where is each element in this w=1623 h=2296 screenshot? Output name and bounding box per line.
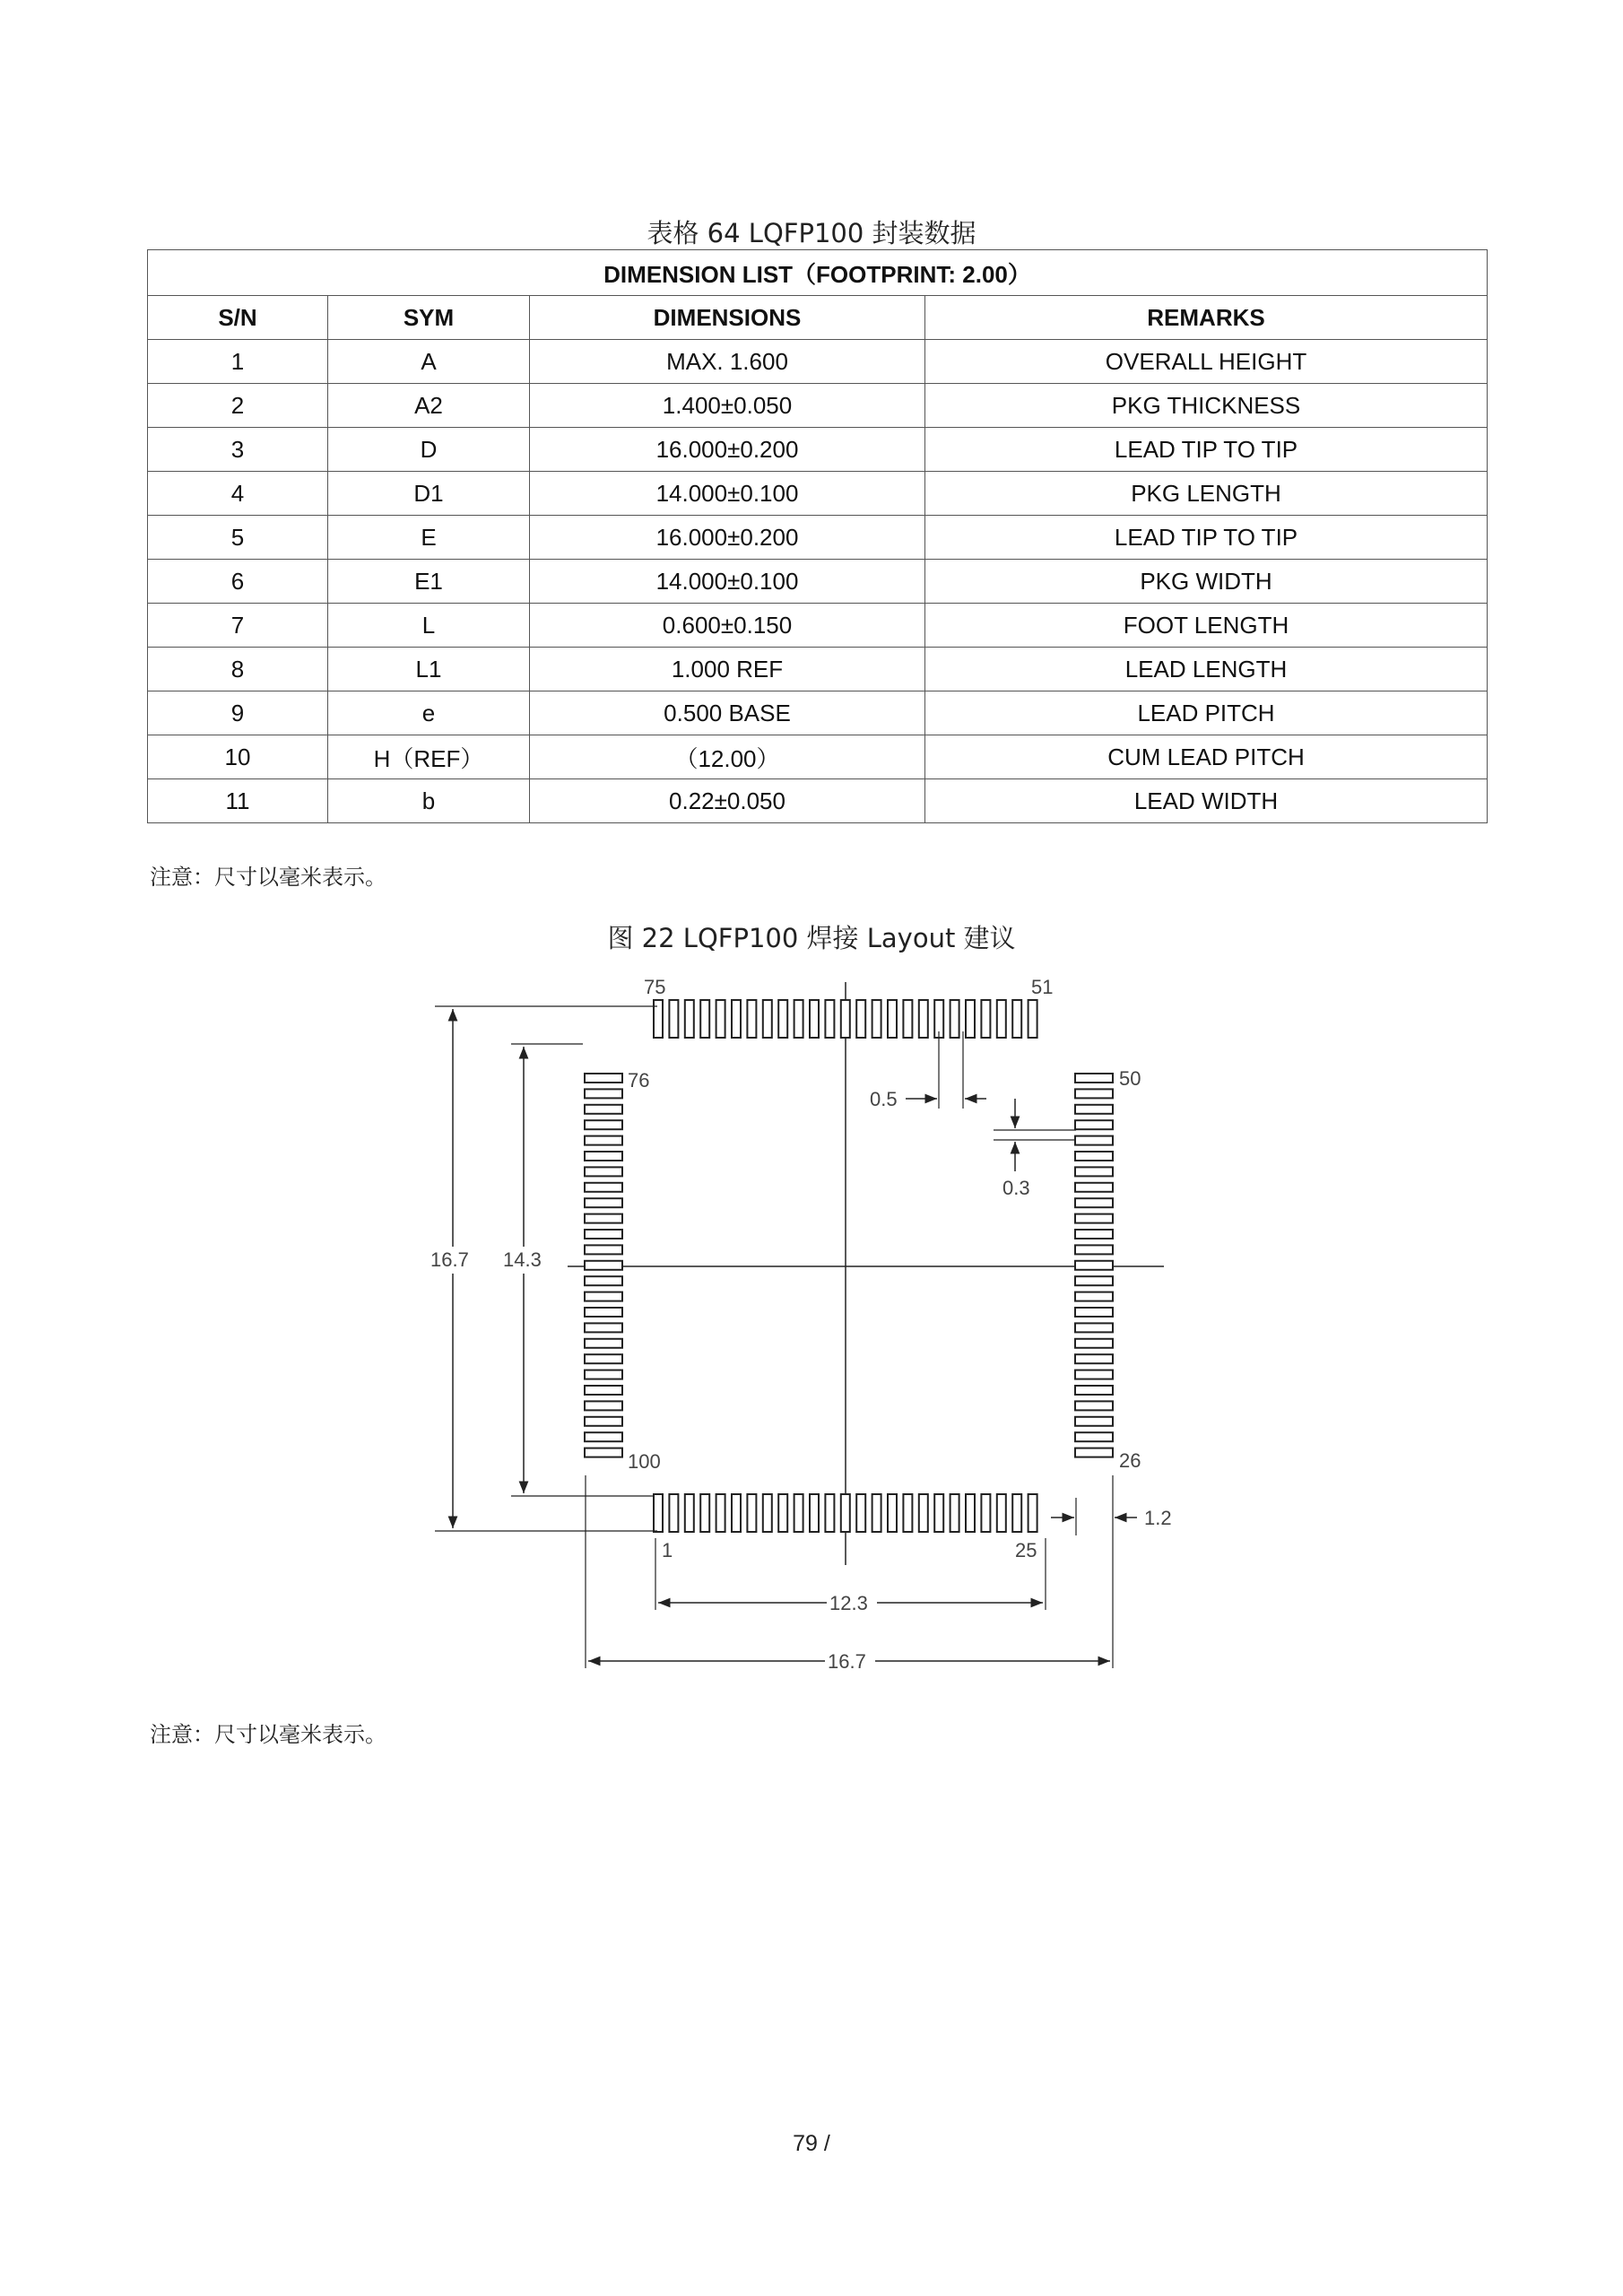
cell-sym: D1: [328, 472, 530, 516]
pad: [981, 1494, 990, 1532]
dim-row-span: 12.3: [829, 1592, 868, 1614]
pad: [919, 1000, 928, 1038]
pad: [585, 1354, 622, 1363]
pad: [585, 1276, 622, 1285]
table-row: [148, 384, 1488, 428]
pad: [1028, 1494, 1037, 1532]
pad: [810, 1000, 819, 1038]
dim-pad-width: 0.3: [1002, 1177, 1030, 1199]
header-remarks: REMARKS: [925, 296, 1488, 340]
pad: [585, 1074, 622, 1083]
pin-label-75: 75: [644, 976, 666, 998]
cell-remarks: FOOT LENGTH: [925, 604, 1488, 648]
cell-dimensions: 0.600±0.150: [530, 604, 925, 648]
pad: [585, 1089, 622, 1098]
pad: [1075, 1245, 1113, 1254]
pad: [669, 1494, 678, 1532]
footprint-diagram: [0, 960, 1623, 1677]
pad: [856, 1494, 865, 1532]
cell-sn: 5: [148, 516, 328, 560]
pad: [1075, 1417, 1113, 1426]
pad: [585, 1245, 622, 1254]
pad: [1075, 1136, 1113, 1145]
cell-sn: 11: [148, 779, 328, 823]
cell-sn: 7: [148, 604, 328, 648]
pad: [888, 1494, 897, 1532]
pad: [585, 1136, 622, 1145]
pad: [654, 1000, 663, 1038]
pad: [763, 1494, 772, 1532]
pad: [747, 1494, 756, 1532]
pad: [872, 1000, 881, 1038]
dim-outer-height: 16.7: [430, 1248, 469, 1271]
pad-column-left: [585, 1074, 622, 1457]
pad: [747, 1000, 756, 1038]
pad: [950, 1494, 959, 1532]
pad: [585, 1292, 622, 1301]
pin-label-26: 26: [1119, 1449, 1141, 1472]
cell-sym: A2: [328, 384, 530, 428]
pad: [585, 1198, 622, 1207]
pad: [888, 1000, 897, 1038]
pad: [778, 1000, 787, 1038]
pad: [1075, 1089, 1113, 1098]
cell-sym: D: [328, 428, 530, 472]
pad: [585, 1230, 622, 1239]
pad: [903, 1000, 912, 1038]
pad: [919, 1494, 928, 1532]
pad: [585, 1323, 622, 1332]
pad: [585, 1448, 622, 1457]
pad: [1075, 1261, 1113, 1270]
cell-dimensions: 1.000 REF: [530, 648, 925, 691]
note-units-figure: 注意：尺寸以毫米表示。: [150, 1722, 386, 1747]
cell-remarks: LEAD PITCH: [925, 691, 1488, 735]
pad: [1075, 1401, 1113, 1410]
pad: [685, 1494, 694, 1532]
pad: [1028, 1000, 1037, 1038]
pad: [1075, 1323, 1113, 1332]
cell-dimensions: 0.500 BASE: [530, 691, 925, 735]
table-row: [148, 560, 1488, 604]
table-row: [148, 472, 1488, 516]
pad: [1075, 1308, 1113, 1317]
cell-sn: 10: [148, 735, 328, 779]
table-row: [148, 779, 1488, 823]
pad: [585, 1261, 622, 1270]
dim-outer-width: 16.7: [828, 1650, 866, 1673]
cell-sym: b: [328, 779, 530, 823]
pad: [585, 1120, 622, 1129]
pad: [856, 1000, 865, 1038]
pad: [1075, 1339, 1113, 1348]
pad: [1012, 1494, 1021, 1532]
table-row: [148, 428, 1488, 472]
cell-remarks: PKG WIDTH: [925, 560, 1488, 604]
pad: [1075, 1448, 1113, 1457]
table-row: [148, 516, 1488, 560]
pad: [810, 1494, 819, 1532]
cell-sym: H（REF）: [328, 735, 530, 779]
table-row: [148, 340, 1488, 384]
pad: [1075, 1152, 1113, 1161]
pin-label-76: 76: [628, 1069, 650, 1091]
cell-dimensions: MAX. 1.600: [530, 340, 925, 384]
cell-sn: 3: [148, 428, 328, 472]
pad: [732, 1000, 741, 1038]
cell-dimensions: 1.400±0.050: [530, 384, 925, 428]
pad: [1075, 1120, 1113, 1129]
header-sn: S/N: [148, 296, 328, 340]
pad: [1075, 1276, 1113, 1285]
pad: [585, 1370, 622, 1379]
cell-sn: 2: [148, 384, 328, 428]
pad: [1075, 1370, 1113, 1379]
pad: [700, 1000, 709, 1038]
pad: [585, 1417, 622, 1426]
pad: [997, 1494, 1006, 1532]
pad: [763, 1000, 772, 1038]
pad: [585, 1167, 622, 1176]
cell-remarks: PKG LENGTH: [925, 472, 1488, 516]
pad: [716, 1000, 725, 1038]
pad: [585, 1308, 622, 1317]
pad: [872, 1494, 881, 1532]
pad: [997, 1000, 1006, 1038]
pad: [934, 1494, 943, 1532]
pad: [585, 1432, 622, 1441]
cell-sn: 8: [148, 648, 328, 691]
pad: [1075, 1214, 1113, 1223]
pad-row-top: [654, 1000, 1037, 1038]
pin-label-51: 51: [1031, 976, 1054, 998]
cell-sn: 1: [148, 340, 328, 384]
pin-label-100: 100: [628, 1450, 661, 1473]
pad: [1075, 1167, 1113, 1176]
pad: [669, 1000, 678, 1038]
pad: [585, 1152, 622, 1161]
pad: [732, 1494, 741, 1532]
pad: [585, 1105, 622, 1114]
cell-remarks: LEAD TIP TO TIP: [925, 428, 1488, 472]
pad: [1075, 1198, 1113, 1207]
cell-remarks: LEAD LENGTH: [925, 648, 1488, 691]
cell-remarks: LEAD WIDTH: [925, 779, 1488, 823]
dimension-table: [147, 249, 1488, 823]
pad: [654, 1494, 663, 1532]
pad: [1075, 1354, 1113, 1363]
header-dimensions: DIMENSIONS: [530, 296, 925, 340]
dim-inner-height: 14.3: [503, 1248, 542, 1271]
pad: [1075, 1386, 1113, 1395]
cell-remarks: OVERALL HEIGHT: [925, 340, 1488, 384]
pad: [700, 1494, 709, 1532]
cell-dimensions: 16.000±0.200: [530, 516, 925, 560]
pad: [966, 1494, 975, 1532]
table-row: [148, 604, 1488, 648]
figure-caption: 图 22 LQFP100 焊接 Layout 建议: [607, 923, 1016, 953]
pad: [981, 1000, 990, 1038]
pad: [1075, 1183, 1113, 1192]
pad: [585, 1214, 622, 1223]
cell-sn: 4: [148, 472, 328, 516]
pad: [841, 1000, 850, 1038]
pad: [950, 1000, 959, 1038]
table-row: [148, 691, 1488, 735]
cell-sym: E1: [328, 560, 530, 604]
table-title: DIMENSION LIST（FOOTPRINT: 2.00）: [148, 250, 1488, 296]
dim-pitch: 0.5: [870, 1088, 898, 1110]
pad: [1075, 1432, 1113, 1441]
cell-dimensions: （12.00）: [530, 735, 925, 779]
header-sym: SYM: [328, 296, 530, 340]
pad: [585, 1386, 622, 1395]
pad: [794, 1494, 803, 1532]
cell-remarks: CUM LEAD PITCH: [925, 735, 1488, 779]
pad: [685, 1000, 694, 1038]
pad-row-bottom: [654, 1494, 1037, 1532]
note-units: 注意：尺寸以毫米表示。: [150, 865, 386, 890]
cell-sn: 6: [148, 560, 328, 604]
cell-dimensions: 16.000±0.200: [530, 428, 925, 472]
pad: [825, 1000, 834, 1038]
pin-label-25: 25: [1015, 1539, 1037, 1561]
cell-sym: A: [328, 340, 530, 384]
pad: [825, 1494, 834, 1532]
cell-remarks: PKG THICKNESS: [925, 384, 1488, 428]
page-number: 79 /: [793, 2131, 830, 2156]
pad: [585, 1401, 622, 1410]
pad: [841, 1494, 850, 1532]
pad: [1075, 1105, 1113, 1114]
dim-pad-length: 1.2: [1144, 1507, 1172, 1529]
pad: [716, 1494, 725, 1532]
cell-remarks: LEAD TIP TO TIP: [925, 516, 1488, 560]
cell-dimensions: 14.000±0.100: [530, 472, 925, 516]
cell-sym: L1: [328, 648, 530, 691]
pad: [778, 1494, 787, 1532]
pad: [585, 1339, 622, 1348]
cell-sn: 9: [148, 691, 328, 735]
table-row: [148, 735, 1488, 779]
pin-label-50: 50: [1119, 1067, 1141, 1090]
cell-dimensions: 0.22±0.050: [530, 779, 925, 823]
pad: [1012, 1000, 1021, 1038]
cell-sym: E: [328, 516, 530, 560]
pad: [966, 1000, 975, 1038]
pad: [794, 1000, 803, 1038]
cell-dimensions: 14.000±0.100: [530, 560, 925, 604]
cell-sym: e: [328, 691, 530, 735]
pin-label-1: 1: [662, 1539, 673, 1561]
cell-sym: L: [328, 604, 530, 648]
table-caption: 表格 64 LQFP100 封装数据: [647, 218, 976, 248]
pad: [585, 1183, 622, 1192]
pad-column-right: [1075, 1074, 1113, 1457]
pad: [1075, 1074, 1113, 1083]
pad: [1075, 1292, 1113, 1301]
table-row: [148, 648, 1488, 691]
pad: [903, 1494, 912, 1532]
pad: [1075, 1230, 1113, 1239]
